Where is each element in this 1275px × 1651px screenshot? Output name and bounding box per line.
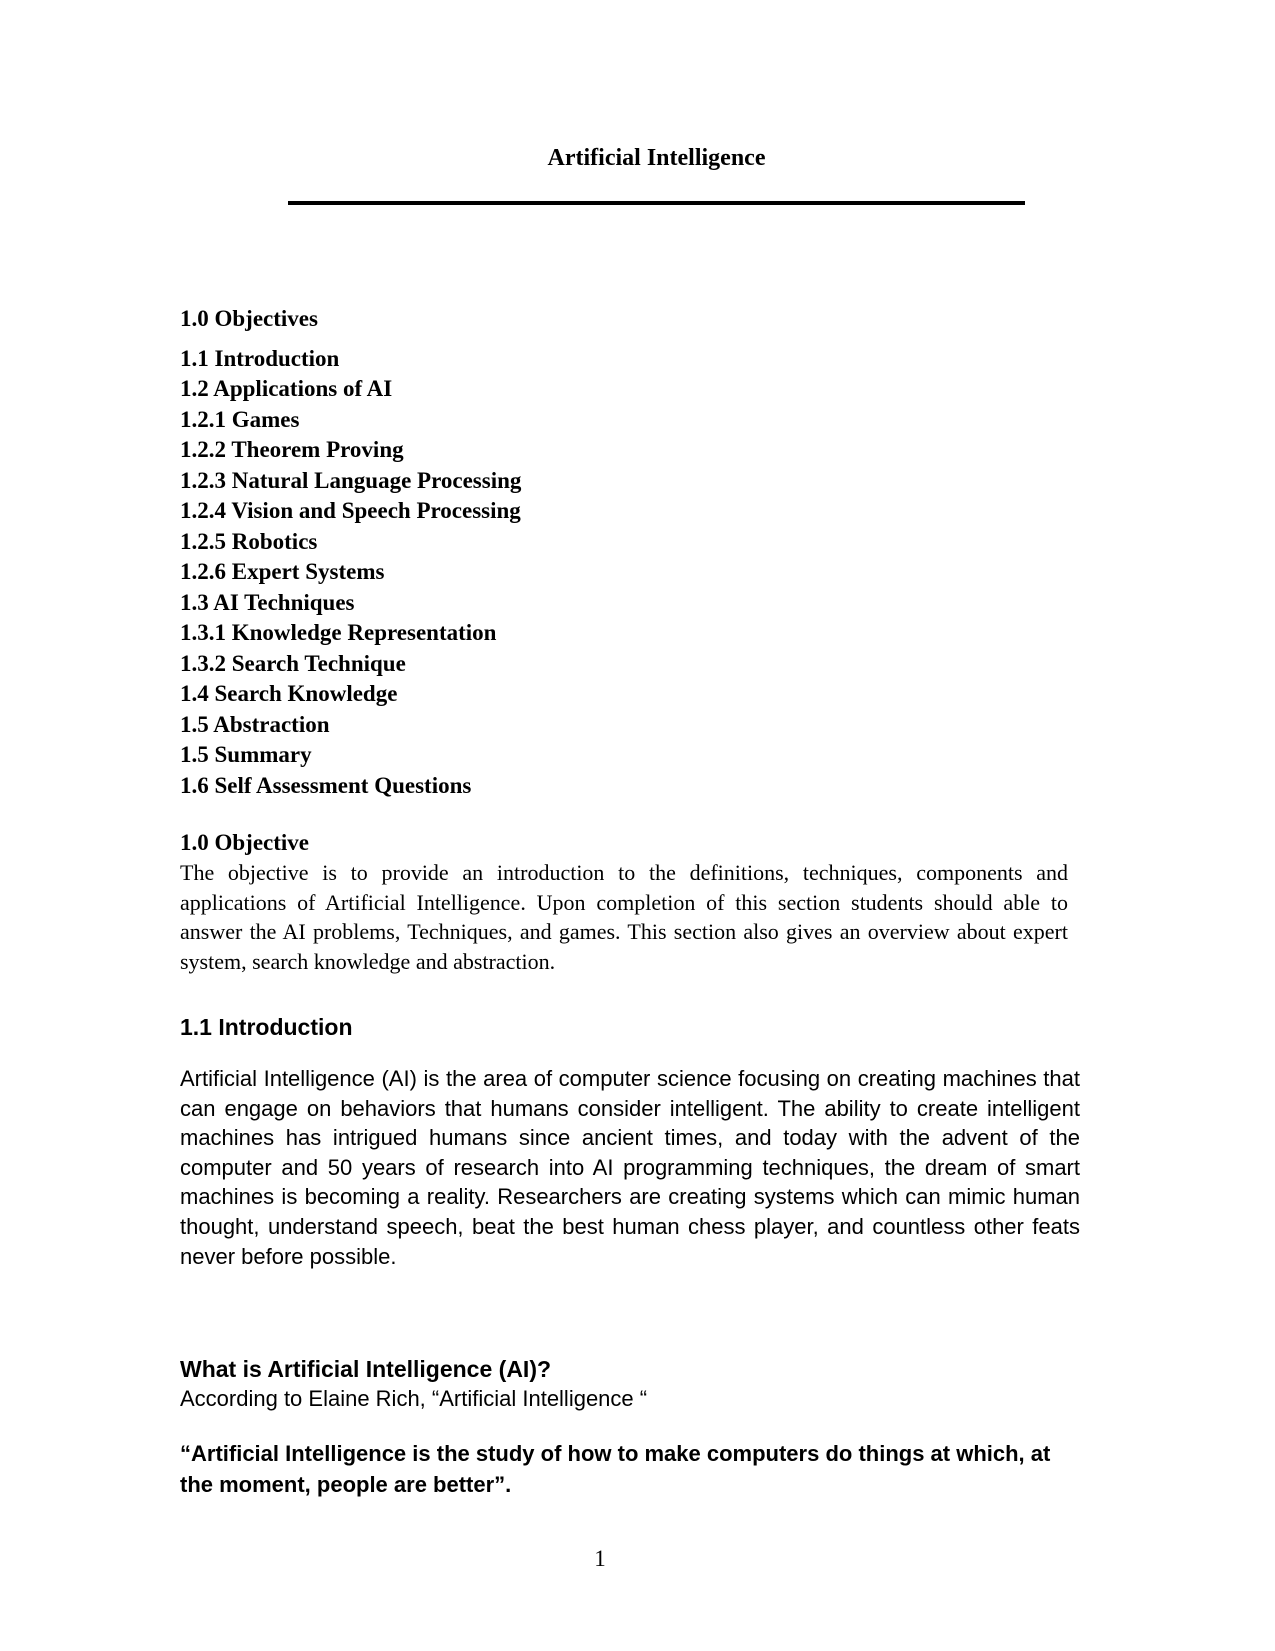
toc-item-abstraction: 1.5 Abstraction	[180, 711, 330, 737]
introduction-section	[180, 1012, 1080, 1271]
page-title: Artificial Intelligence	[547, 145, 766, 171]
what-is-ai-section	[180, 1354, 1080, 1414]
toc-item-summary: 1.5 Summary	[180, 742, 312, 767]
toc-item-ai-techniques: 1.3 AI Techniques	[180, 589, 355, 615]
title-underline-rule	[288, 201, 1025, 205]
toc-item-search-technique: 1.3.2 Search Technique	[180, 650, 406, 676]
toc-item-applications-of-ai: 1.2 Applications of AI	[180, 376, 393, 401]
toc-item-knowledge-representation: 1.3.1 Knowledge Representation	[180, 620, 497, 645]
toc-item-vision-and-speech-processing: 1.2.4 Vision and Speech Processing	[180, 498, 521, 523]
objective-paragraph: The objective is to provide an introduction to the definitions, techniques, components and applications of Artificial Intelligence. Upon completion of this section students should able to answer the AI problems, Techniques, and games. This section also gives an overview about expert system, search knowledge and abstraction.	[180, 860, 1068, 974]
toc-item-self-assessment-questions: 1.6 Self Assessment Questions	[180, 772, 472, 798]
page-number: 1	[594, 1546, 606, 1571]
ai-definition-quote: “Artificial Intelligence is the study of how to make computers do things at which, at the moment, people are better”.	[180, 1441, 1051, 1497]
objective-section	[180, 828, 1068, 976]
toc-item-introduction: 1.1 Introduction	[180, 345, 340, 371]
objective-heading: 1.0 Objective	[180, 830, 310, 855]
elaine-rich-attribution: According to Elaine Rich, “Artificial Intelligence “	[180, 1386, 648, 1411]
toc-item-theorem-proving: 1.2.2 Theorem Proving	[180, 437, 404, 462]
toc-item-natural-language-processing: 1.2.3 Natural Language Processing	[180, 467, 522, 493]
toc-item-search-knowledge: 1.4 Search Knowledge	[180, 681, 398, 706]
toc-item-objectives: 1.0 Objectives	[180, 306, 318, 331]
table-of-contents	[180, 304, 1068, 801]
toc-item-expert-systems: 1.2.6 Expert Systems	[180, 559, 385, 584]
introduction-heading: 1.1 Introduction	[180, 1014, 353, 1040]
toc-item-robotics: 1.2.5 Robotics	[180, 528, 318, 554]
toc-item-games: 1.2.1 Games	[180, 406, 300, 432]
what-is-ai-heading: What is Artificial Intelligence (AI)?	[180, 1356, 552, 1382]
introduction-paragraph: Artificial Intelligence (AI) is the area of computer science focusing on creating machines that can engage on behaviors that humans consider intelligent. The ability to create intelligent machines has intrigued humans since ancient times, and today with the advent of the computer and 50 years of research into AI programming techniques, the dream of smart machines is becoming a reality. Researchers are creating systems which can mimic human thought, understand speech, beat the best human chess player, and countless other feats never before possible.	[180, 1066, 1080, 1269]
